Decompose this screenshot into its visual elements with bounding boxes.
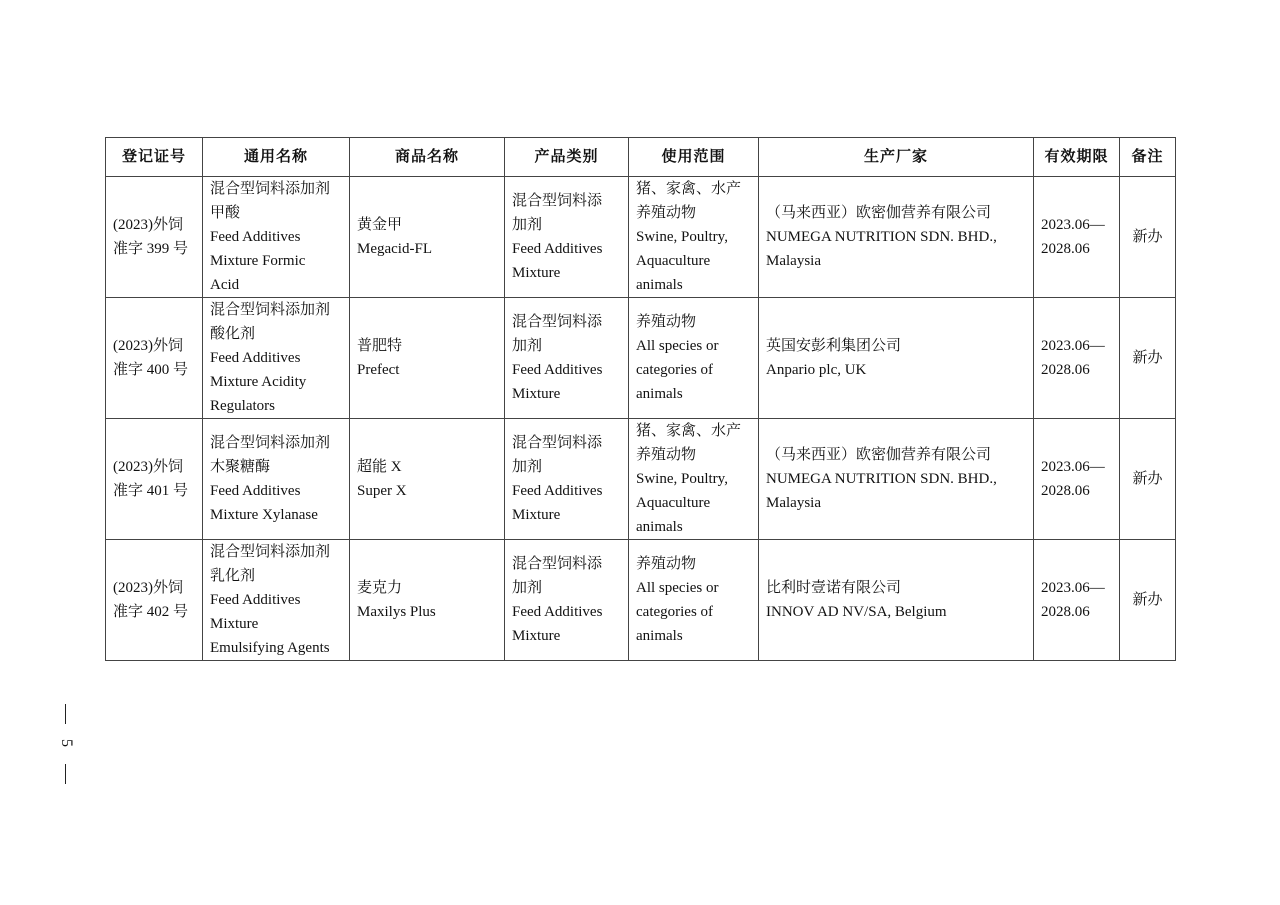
cell-category-line: 加剂 bbox=[512, 338, 543, 354]
cell-reg-no-line: (2023)外饲 bbox=[113, 459, 183, 475]
cell-generic-name-line: 混合型饲料添加剂 bbox=[210, 435, 331, 451]
cell-scope-line: 猪、家禽、水产 bbox=[636, 181, 742, 197]
cell-note: 新办 bbox=[1120, 540, 1176, 661]
cell-manufacturer-line: （马来西亚）欧密伽营养有限公司 bbox=[766, 205, 992, 221]
cell-validity bbox=[1034, 177, 1120, 298]
cell-scope-line: Swine, Poultry, bbox=[636, 229, 728, 245]
cell-category-line: 混合型饲料添 bbox=[512, 314, 603, 330]
cell-manufacturer bbox=[759, 177, 1034, 298]
cell-scope-line: All species or bbox=[636, 580, 719, 596]
cell-category-line: Mixture bbox=[512, 265, 561, 281]
cell-trade-name bbox=[350, 177, 505, 298]
header-reg-no: 登记证号 bbox=[106, 138, 203, 177]
registration-table bbox=[105, 137, 1176, 661]
cell-generic-name-line: 酸化剂 bbox=[210, 326, 256, 342]
cell-reg-no bbox=[106, 177, 203, 298]
cell-generic-name-line: Acid bbox=[210, 277, 240, 293]
table-header-row bbox=[106, 138, 1176, 177]
header-note: 备注 bbox=[1120, 138, 1176, 177]
cell-scope-line: 养殖动物 bbox=[636, 556, 697, 572]
page-marker-dash-bottom bbox=[65, 764, 66, 784]
cell-manufacturer-line: 比利时壹诺有限公司 bbox=[766, 580, 902, 596]
cell-category bbox=[505, 419, 629, 540]
cell-validity-line: 2023.06— bbox=[1041, 217, 1105, 233]
cell-category bbox=[505, 540, 629, 661]
header-trade-name: 商品名称 bbox=[350, 138, 505, 177]
cell-category bbox=[505, 177, 629, 298]
cell-validity-line: 2028.06 bbox=[1041, 604, 1090, 620]
cell-scope-line: animals bbox=[636, 277, 683, 293]
cell-trade-name-line: 普肥特 bbox=[357, 338, 403, 354]
cell-scope-line: 养殖动物 bbox=[636, 314, 697, 330]
cell-scope-line: categories of bbox=[636, 362, 714, 378]
header-manufacturer: 生产厂家 bbox=[759, 138, 1034, 177]
cell-generic-name-line: Mixture bbox=[210, 616, 259, 632]
cell-category-line: Feed Additives bbox=[512, 362, 603, 378]
cell-generic-name bbox=[203, 298, 350, 419]
cell-scope-line: animals bbox=[636, 386, 683, 402]
cell-scope-line: 养殖动物 bbox=[636, 205, 697, 221]
cell-category-line: 加剂 bbox=[512, 217, 543, 233]
cell-trade-name bbox=[350, 540, 505, 661]
cell-generic-name-line: Feed Additives bbox=[210, 350, 301, 366]
cell-generic-name-line: 混合型饲料添加剂 bbox=[210, 544, 331, 560]
header-scope: 使用范围 bbox=[629, 138, 759, 177]
cell-validity-line: 2023.06— bbox=[1041, 580, 1105, 596]
cell-validity bbox=[1034, 298, 1120, 419]
cell-generic-name bbox=[203, 177, 350, 298]
cell-validity-line: 2028.06 bbox=[1041, 362, 1090, 378]
page-marker-dash-top bbox=[65, 704, 66, 724]
cell-generic-name-line: 混合型饲料添加剂 bbox=[210, 302, 331, 318]
cell-scope-line: Aquaculture bbox=[636, 495, 711, 511]
cell-trade-name-line: 麦克力 bbox=[357, 580, 403, 596]
page-number: 5 bbox=[58, 739, 75, 747]
table-row bbox=[106, 177, 1176, 298]
cell-trade-name-line: 超能 X bbox=[357, 459, 402, 475]
cell-generic-name-line: Emulsifying Agents bbox=[210, 640, 330, 656]
cell-category-line: Feed Additives bbox=[512, 483, 603, 499]
cell-trade-name-line: Super X bbox=[357, 483, 407, 499]
cell-reg-no-line: 准字 400 号 bbox=[113, 362, 189, 378]
cell-category-line: Feed Additives bbox=[512, 604, 603, 620]
table-row bbox=[106, 540, 1176, 661]
cell-manufacturer-line: Malaysia bbox=[766, 253, 821, 269]
cell-trade-name-line: Megacid-FL bbox=[357, 241, 432, 257]
cell-scope-line: Aquaculture bbox=[636, 253, 711, 269]
cell-generic-name-line: Feed Additives bbox=[210, 483, 301, 499]
cell-generic-name-line: Mixture Acidity bbox=[210, 374, 307, 390]
cell-manufacturer-line: Anpario plc, UK bbox=[766, 362, 867, 378]
cell-trade-name bbox=[350, 419, 505, 540]
cell-reg-no-line: 准字 402 号 bbox=[113, 604, 189, 620]
cell-generic-name bbox=[203, 419, 350, 540]
table-row bbox=[106, 419, 1176, 540]
cell-scope-line: All species or bbox=[636, 338, 719, 354]
cell-note: 新办 bbox=[1120, 298, 1176, 419]
cell-category-line: 加剂 bbox=[512, 580, 543, 596]
cell-note: 新办 bbox=[1120, 177, 1176, 298]
cell-category-line: Mixture bbox=[512, 386, 561, 402]
cell-trade-name-line: Prefect bbox=[357, 362, 400, 378]
cell-manufacturer-line: INNOV AD NV/SA, Belgium bbox=[766, 604, 947, 620]
header-category: 产品类别 bbox=[505, 138, 629, 177]
cell-generic-name-line: Feed Additives bbox=[210, 229, 301, 245]
cell-manufacturer-line: 英国安彭利集团公司 bbox=[766, 338, 902, 354]
cell-reg-no-line: (2023)外饲 bbox=[113, 338, 183, 354]
cell-manufacturer bbox=[759, 540, 1034, 661]
cell-reg-no bbox=[106, 419, 203, 540]
cell-reg-no-line: 准字 399 号 bbox=[113, 241, 189, 257]
cell-generic-name-line: Regulators bbox=[210, 398, 275, 414]
cell-reg-no bbox=[106, 540, 203, 661]
cell-trade-name-line: 黄金甲 bbox=[357, 217, 403, 233]
cell-validity-line: 2028.06 bbox=[1041, 241, 1090, 257]
cell-manufacturer-line: NUMEGA NUTRITION SDN. BHD., bbox=[766, 229, 997, 245]
cell-manufacturer-line: NUMEGA NUTRITION SDN. BHD., bbox=[766, 471, 997, 487]
cell-scope-line: 养殖动物 bbox=[636, 447, 697, 463]
table-row bbox=[106, 298, 1176, 419]
cell-generic-name-line: 乳化剂 bbox=[210, 568, 256, 584]
page-number-marker bbox=[56, 704, 76, 784]
cell-generic-name-line: 甲酸 bbox=[210, 205, 241, 221]
cell-scope bbox=[629, 298, 759, 419]
cell-trade-name-line: Maxilys Plus bbox=[357, 604, 436, 620]
cell-trade-name bbox=[350, 298, 505, 419]
cell-category bbox=[505, 298, 629, 419]
cell-scope-line: 猪、家禽、水产 bbox=[636, 423, 742, 439]
cell-manufacturer bbox=[759, 298, 1034, 419]
cell-generic-name-line: Feed Additives bbox=[210, 592, 301, 608]
header-validity: 有效期限 bbox=[1034, 138, 1120, 177]
cell-scope-line: animals bbox=[636, 519, 683, 535]
cell-category-line: 混合型饲料添 bbox=[512, 435, 603, 451]
cell-category-line: Mixture bbox=[512, 628, 561, 644]
cell-reg-no-line: (2023)外饲 bbox=[113, 580, 183, 596]
cell-scope bbox=[629, 540, 759, 661]
cell-validity bbox=[1034, 419, 1120, 540]
cell-generic-name-line: 混合型饲料添加剂 bbox=[210, 181, 331, 197]
cell-generic-name-line: 木聚糖酶 bbox=[210, 459, 271, 475]
cell-validity-line: 2023.06— bbox=[1041, 338, 1105, 354]
cell-validity-line: 2023.06— bbox=[1041, 459, 1105, 475]
cell-category-line: 混合型饲料添 bbox=[512, 556, 603, 572]
cell-generic-name-line: Mixture Xylanase bbox=[210, 507, 318, 523]
header-generic-name: 通用名称 bbox=[203, 138, 350, 177]
cell-scope-line: Swine, Poultry, bbox=[636, 471, 728, 487]
cell-validity-line: 2028.06 bbox=[1041, 483, 1090, 499]
cell-reg-no-line: (2023)外饲 bbox=[113, 217, 183, 233]
cell-manufacturer-line: Malaysia bbox=[766, 495, 821, 511]
cell-scope bbox=[629, 419, 759, 540]
cell-scope bbox=[629, 177, 759, 298]
cell-reg-no-line: 准字 401 号 bbox=[113, 483, 189, 499]
cell-manufacturer-line: （马来西亚）欧密伽营养有限公司 bbox=[766, 447, 992, 463]
cell-validity bbox=[1034, 540, 1120, 661]
cell-category-line: Mixture bbox=[512, 507, 561, 523]
cell-generic-name bbox=[203, 540, 350, 661]
cell-manufacturer bbox=[759, 419, 1034, 540]
cell-category-line: 混合型饲料添 bbox=[512, 193, 603, 209]
cell-generic-name-line: Mixture Formic bbox=[210, 253, 306, 269]
table-body bbox=[106, 177, 1176, 661]
cell-category-line: Feed Additives bbox=[512, 241, 603, 257]
cell-reg-no bbox=[106, 298, 203, 419]
cell-note: 新办 bbox=[1120, 419, 1176, 540]
cell-category-line: 加剂 bbox=[512, 459, 543, 475]
cell-scope-line: animals bbox=[636, 628, 683, 644]
cell-scope-line: categories of bbox=[636, 604, 714, 620]
